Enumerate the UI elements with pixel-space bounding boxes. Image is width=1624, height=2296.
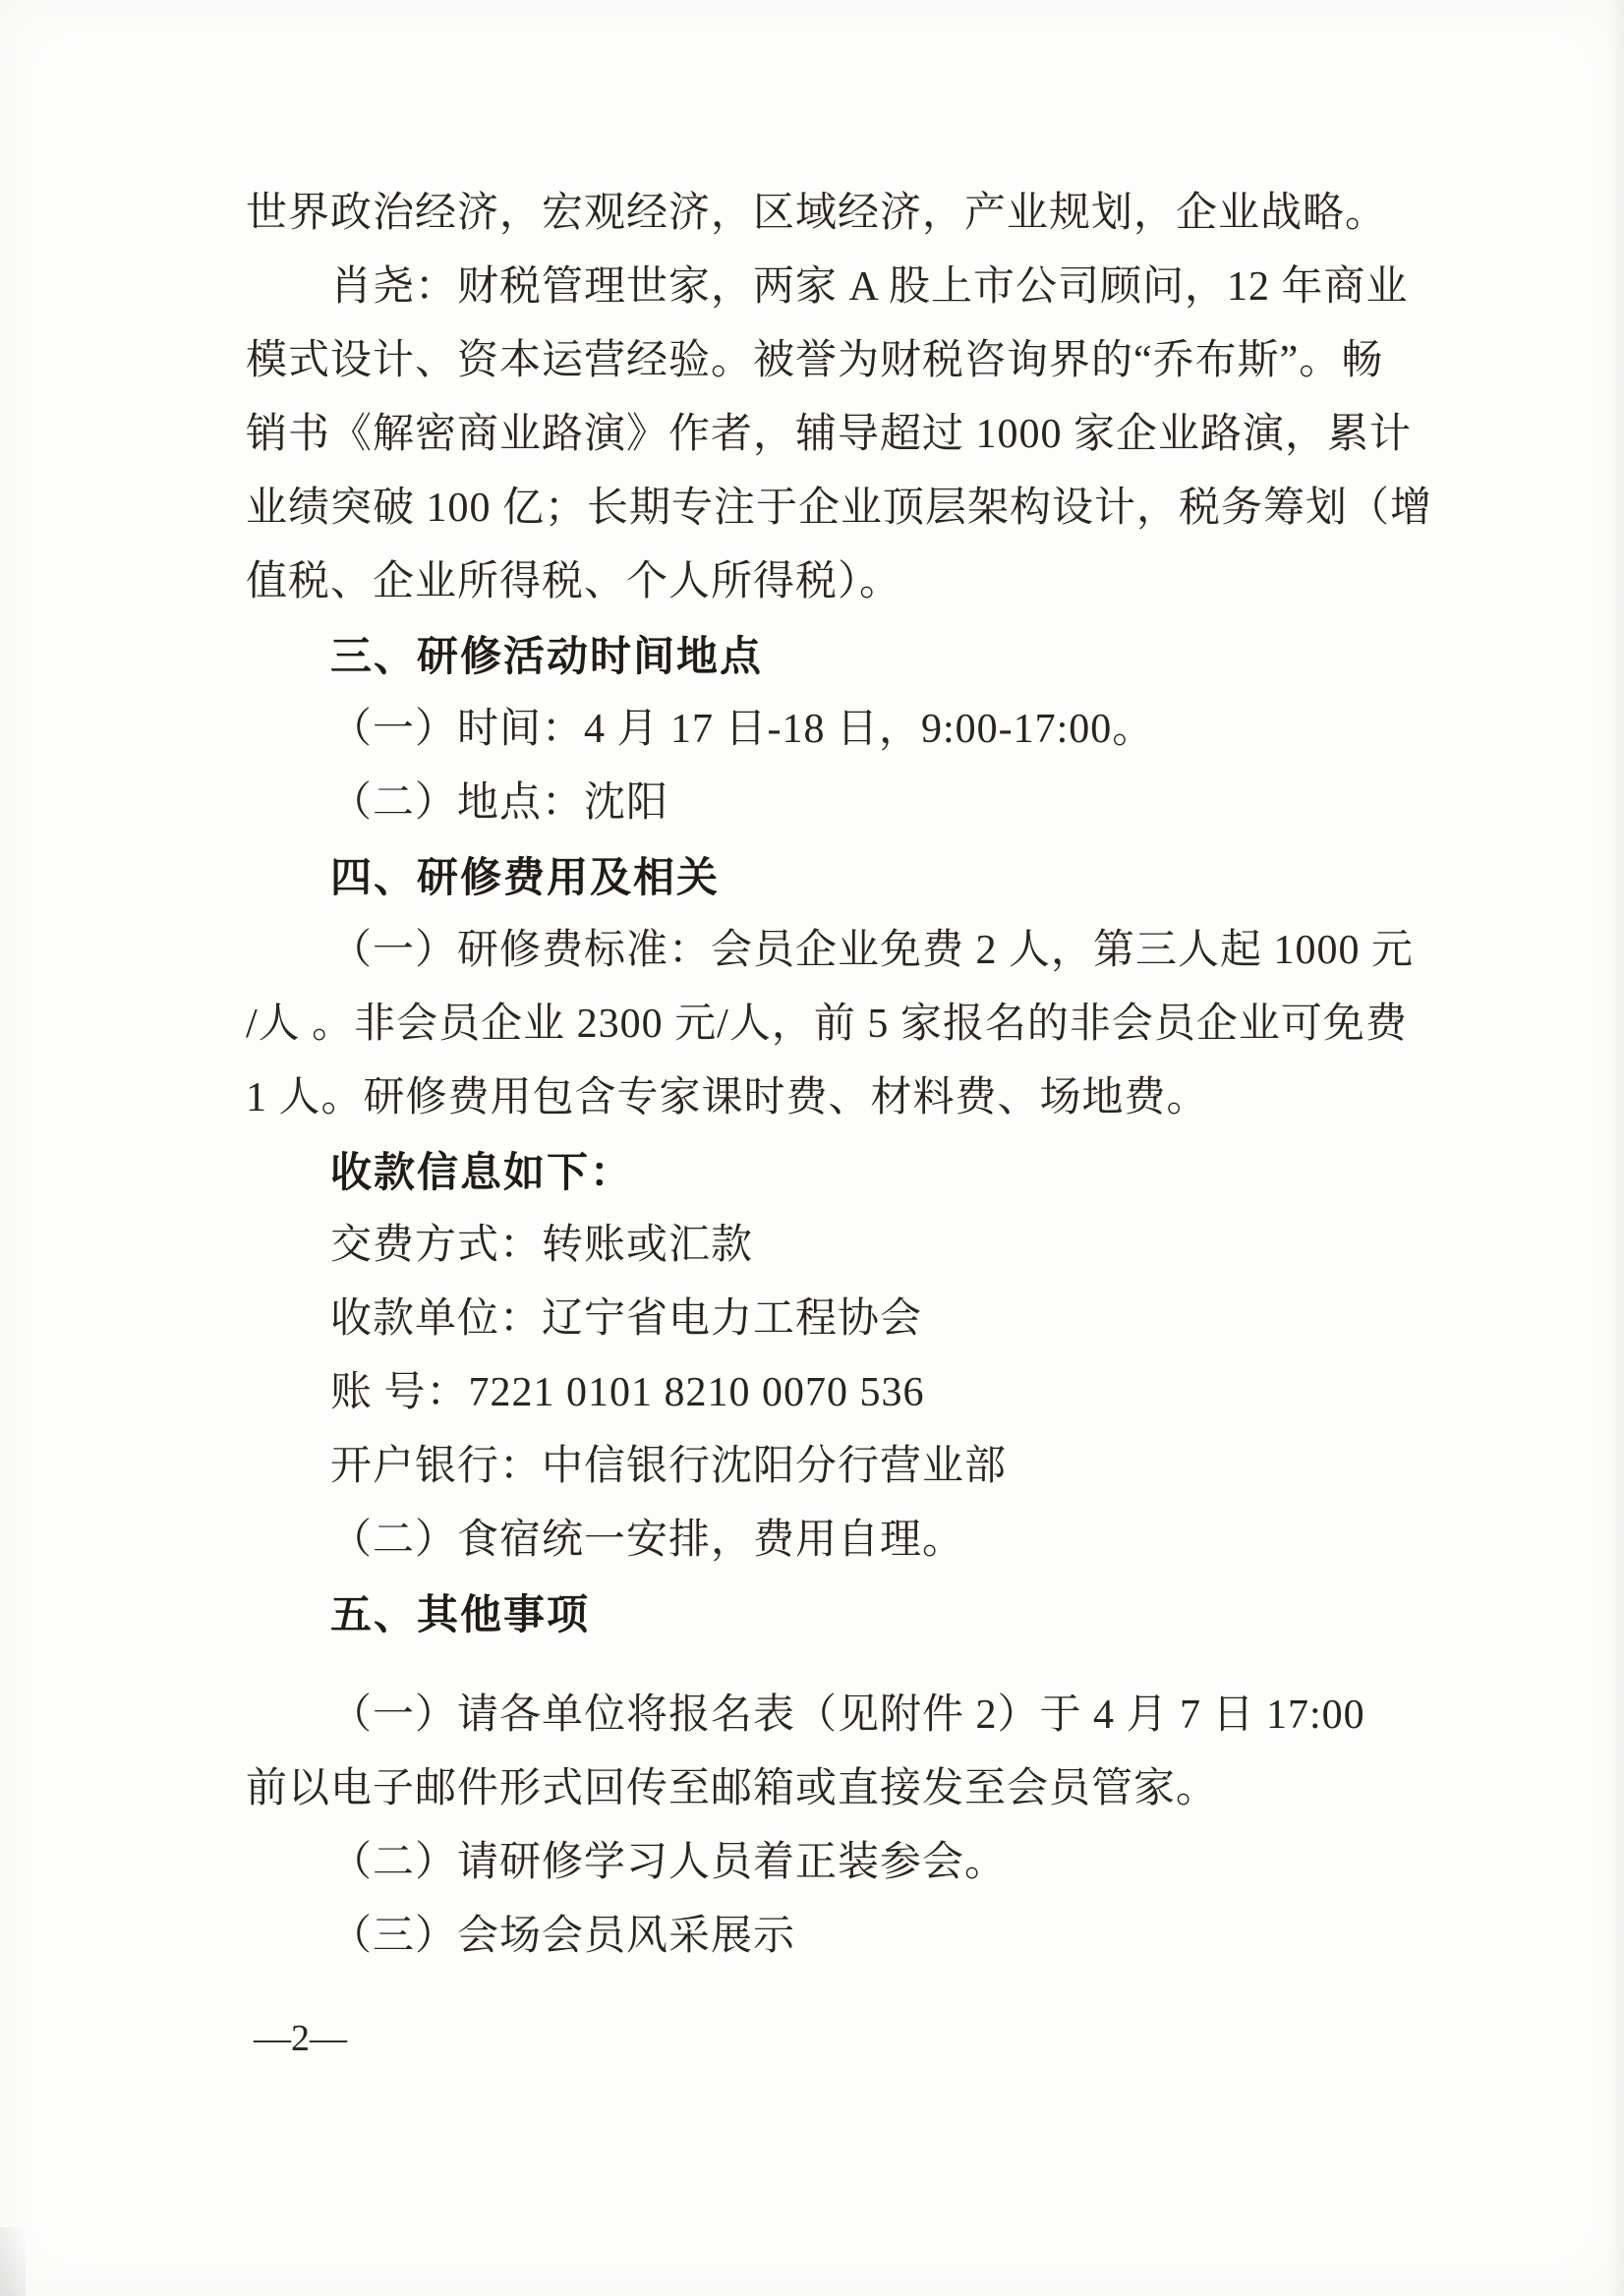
account-number-line: 账 号：7221 0101 8210 0070 536 — [330, 1370, 925, 1415]
paragraph-line: /人 。非会员企业 2300 元/人，前 5 家报名的非会员企业可免费 — [246, 1002, 1408, 1047]
paragraph-line: 1 人。研修费用包含专家课时费、材料费、场地费。 — [246, 1075, 1209, 1120]
paragraph-line: 世界政治经济，宏观经济，区域经济，产业规划，企业战略。 — [246, 191, 1388, 236]
payment-info-heading: 收款信息如下： — [330, 1148, 634, 1196]
payment-method-line: 交费方式：转账或汇款 — [330, 1223, 754, 1268]
paragraph-line: 业绩突破 100 亿；长期专注于企业顶层架构设计，税务筹划（增 — [246, 486, 1433, 531]
paragraph-line: 销书《解密商业路演》作者，辅导超过 1000 家企业路演，累计 — [246, 412, 1413, 457]
scan-corner-artifact — [0, 2227, 26, 2296]
paragraph-line: （三）会场会员风采展示 — [330, 1914, 796, 1959]
paragraph-line: （一）时间：4 月 17 日-18 日，9:00-17:00。 — [330, 707, 1155, 752]
page-number: —2— — [254, 2018, 347, 2059]
paragraph-line: 模式设计、资本运营经验。被誉为财税咨询界的“乔布斯”。畅 — [246, 338, 1384, 383]
paragraph-line: （一）研修费标准：会员企业免费 2 人，第三人起 1000 元 — [330, 928, 1415, 973]
paragraph-line: （二）地点：沈阳 — [330, 780, 669, 826]
paragraph-line: 肖尧：财税管理世家，两家 A 股上市公司顾问，12 年商业 — [330, 264, 1409, 310]
paragraph-line: （二）请研修学习人员着正装参会。 — [330, 1840, 1008, 1885]
section-heading-3: 三、研修活动时间地点 — [330, 632, 764, 680]
section-heading-4: 四、研修费用及相关 — [330, 853, 721, 901]
paragraph-line: （二）食宿统一安排，费用自理。 — [330, 1518, 965, 1563]
paragraph-line: 值税、企业所得税、个人所得税）。 — [246, 559, 902, 604]
paragraph-line: （一）请各单位将报名表（见附件 2）于 4 月 7 日 17:00 — [330, 1693, 1365, 1738]
payee-line: 收款单位：辽宁省电力工程协会 — [330, 1296, 923, 1342]
bank-line: 开户银行：中信银行沈阳分行营业部 — [330, 1444, 1008, 1489]
section-heading-5: 五、其他事项 — [330, 1590, 591, 1638]
scan-edge-artifact — [1610, 0, 1624, 2296]
document-body — [246, 177, 1433, 1974]
paragraph-line: 前以电子邮件形式回传至邮箱或直接发至会员管家。 — [246, 1766, 1219, 1811]
